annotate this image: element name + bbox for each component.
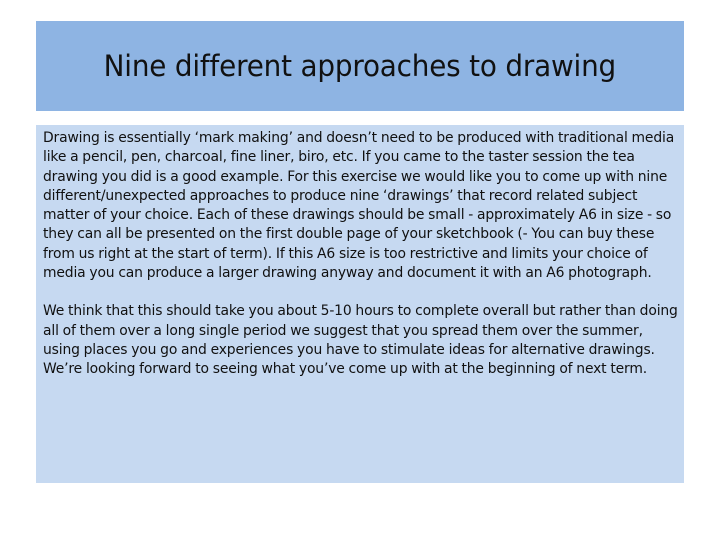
- paragraph-timing: We think that this should take you about 5-10 hours to complete overall but rather than doing all of them over a long single period we suggest that you spread them over the summer, using places you go and experiences you have to stimulate ideas for alternative drawings. We’re looking forward to seeing what you’ve come up with at the beginning of next term.: [43, 303, 678, 378]
- paragraph-intro: Drawing is essentially ‘mark making’ and doesn’t need to be produced with traditional media like a pencil, pen, charcoal, fine liner, biro, etc. If you came to the taster session the tea drawing you did is a good example. For this exercise we would like you to come up with nine different/unexpected approaches to produce nine ‘drawings’ that record related subject matter of your choice. Each of these drawings should be small - approximately A6 in size - so they can all be presented on the first double page of your sketchbook (- You can buy these from us right at the start of term). If this A6 size is too restrictive and limits your choice of media you can produce a larger drawing anyway and document it with an A6 photograph.: [43, 130, 675, 282]
- slide-title: Nine different approaches to drawing: [103, 49, 617, 83]
- title-banner: [36, 21, 684, 111]
- body-text-box: [36, 125, 684, 483]
